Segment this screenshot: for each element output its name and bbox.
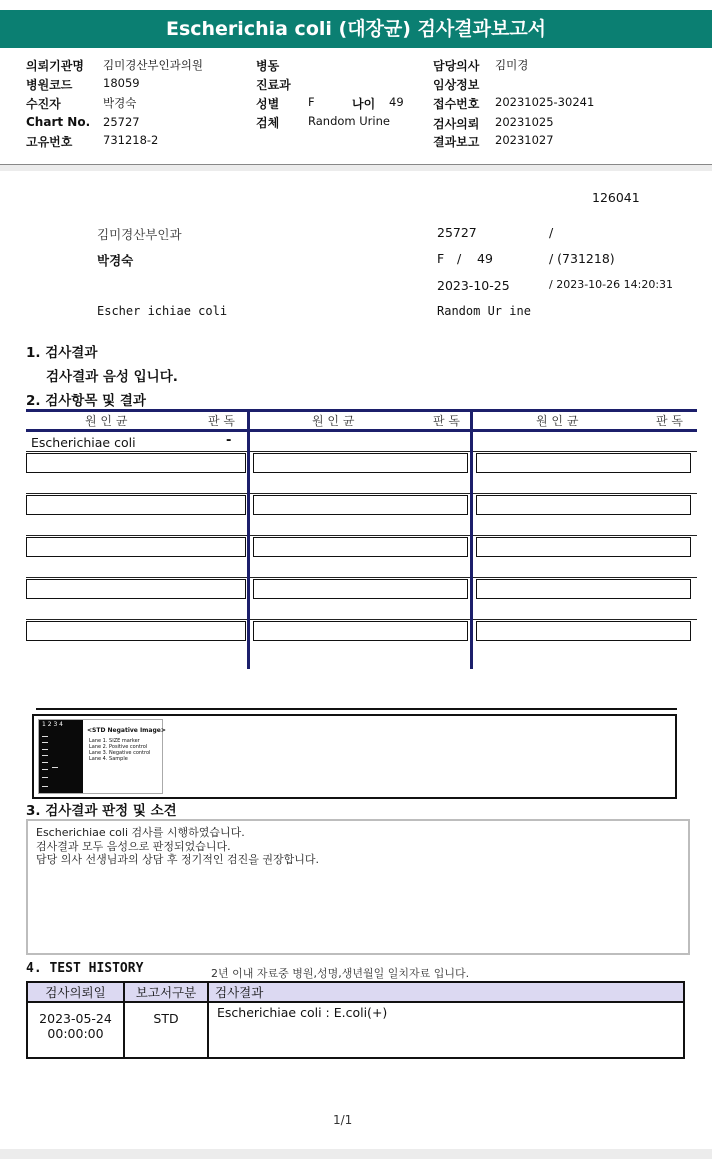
slip-id-code: / (731218): [549, 251, 615, 266]
col-header-judge: 판 독: [208, 414, 235, 428]
unique-id-label: 고유번호: [26, 135, 73, 149]
history-col-date: 검사의뢰일: [27, 982, 124, 1002]
row-line: [26, 451, 247, 452]
gel-legend-line: Lane 3. Negative control: [89, 750, 151, 756]
first-item-result: -: [226, 433, 232, 448]
row-line: [26, 577, 247, 578]
table-row: [27, 1002, 684, 1058]
hospital-name-value: 김미경산부인과의원: [103, 58, 203, 72]
result-field[interactable]: [26, 537, 246, 557]
slip-number: 126041: [592, 190, 640, 205]
result-field[interactable]: [26, 495, 246, 515]
slip-sex: F: [437, 251, 445, 266]
history-col-result: 검사결과: [208, 982, 684, 1002]
report-date-label: 결과보고: [433, 135, 480, 149]
gel-top-rule: [36, 708, 677, 710]
grid-col-divider: [470, 409, 473, 669]
slip-date-request: 2023-10-25: [437, 278, 510, 293]
header-divider-band: [0, 165, 712, 171]
chart-no-value: 25727: [103, 115, 140, 129]
history-note: 2년 이내 자료중 병원,성명,생년월일 일치자료 입니다.: [211, 967, 470, 980]
request-date-value: 20231025: [495, 115, 554, 129]
result-field[interactable]: [26, 579, 246, 599]
row-line: [250, 577, 470, 578]
history-col-type: 보고서구분: [124, 982, 208, 1002]
gel-legend-line: Lane 1. SIZE marker: [89, 738, 140, 744]
sex-value: F: [308, 95, 315, 109]
result-field[interactable]: [476, 579, 691, 599]
row-line: [250, 493, 470, 494]
doctor-value: 김미경: [495, 58, 529, 72]
section4-heading: 4. TEST HISTORY: [26, 961, 144, 976]
grid-header-line: [26, 429, 697, 432]
gel-legend-line: Lane 2. Positive control: [89, 744, 148, 750]
patient-value: 박경숙: [103, 96, 137, 110]
col-header-cause: 원 인 균: [536, 414, 579, 428]
doctor-label: 담당의사: [433, 59, 480, 73]
row-line: [473, 451, 697, 452]
dept-label: 진료과: [256, 78, 291, 92]
row-line: [473, 535, 697, 536]
result-field[interactable]: [253, 495, 468, 515]
chart-no-label: Chart No.: [26, 115, 91, 129]
history-type: STD: [124, 1002, 208, 1058]
section2-heading: 2. 검사항목 및 결과: [26, 393, 146, 409]
result-field[interactable]: [253, 621, 468, 641]
history-time: 00:00:00: [47, 1026, 104, 1041]
slip-test-name: Escher ichiae coli: [97, 304, 228, 318]
result-field[interactable]: [26, 621, 246, 641]
patient-label: 수진자: [26, 97, 61, 111]
row-line: [250, 451, 470, 452]
section1-result: 검사결과 음성 입니다.: [46, 369, 178, 385]
age-label: 나이: [352, 97, 376, 111]
slip-sex-slash: /: [457, 251, 462, 266]
result-field[interactable]: [253, 453, 468, 473]
clinical-info-label: 임상정보: [433, 78, 480, 92]
unique-id-value: 731218-2: [103, 133, 159, 147]
row-line: [26, 493, 247, 494]
opinion-line: Escherichiae coli 검사를 시행하였습니다.: [36, 826, 245, 839]
first-item-name: Escherichiae coli: [31, 435, 136, 450]
opinion-line: 담당 의사 선생님과의 상담 후 정기적인 검진을 권장합니다.: [36, 853, 319, 866]
history-table: [26, 981, 685, 1059]
result-field[interactable]: [476, 495, 691, 515]
report-date-value: 20231027: [495, 133, 554, 147]
gel-lanes-panel: [39, 720, 83, 793]
receipt-no-value: 20231025-30241: [495, 95, 595, 109]
result-field[interactable]: [253, 537, 468, 557]
gel-lane-numbers: 1 2 3 4: [42, 721, 63, 728]
specimen-label: 검체: [256, 116, 280, 130]
row-line: [473, 493, 697, 494]
ward-label: 병동: [256, 59, 280, 73]
col-header-judge: 판 독: [656, 414, 683, 428]
row-line: [250, 535, 470, 536]
hospital-code-value: 18059: [103, 76, 140, 90]
opinion-box: [26, 819, 690, 955]
opinion-text: [36, 826, 319, 867]
result-field[interactable]: [476, 621, 691, 641]
request-date-label: 검사의뢰: [433, 117, 480, 131]
row-line: [250, 619, 470, 620]
row-line: [473, 577, 697, 578]
opinion-line: 검사결과 모두 음성으로 판정되었습니다.: [36, 839, 231, 853]
slip-hospital: 김미경산부인과: [97, 227, 182, 242]
grid-col-divider: [247, 409, 250, 669]
row-line: [26, 619, 247, 620]
history-result: Escherichiae coli : E.coli(+): [208, 1002, 684, 1058]
sex-label: 성별: [256, 97, 280, 111]
slip-age: 49: [477, 251, 493, 266]
slip-slash: /: [549, 225, 554, 240]
slip-date-report: / 2023-10-26 14:20:31: [549, 278, 674, 291]
col-header-judge: 판 독: [433, 414, 460, 428]
history-date: 2023-05-24: [39, 1011, 112, 1026]
gel-image-frame: [32, 714, 677, 799]
gel-legend-line: Lane 4. Sample: [89, 756, 128, 762]
specimen-value: Random Urine: [308, 114, 390, 128]
gel-image: [38, 719, 166, 794]
result-field[interactable]: [253, 579, 468, 599]
page-number: 1/1: [333, 1113, 353, 1127]
hospital-name-label: 의뢰기관명: [26, 59, 84, 73]
slip-chart: 25727: [437, 225, 477, 240]
report-title: Escherichia coli (대장균) 검사결과보고서: [0, 10, 712, 48]
col-header-cause: 원 인 균: [312, 414, 355, 428]
result-field[interactable]: [476, 453, 691, 473]
receipt-no-label: 접수번호: [433, 97, 480, 111]
result-field[interactable]: [476, 537, 691, 557]
hospital-code-label: 병원코드: [26, 78, 73, 92]
section1-heading: 1. 검사결과: [26, 345, 98, 361]
age-value: 49: [389, 95, 404, 109]
slip-patient: 박경숙: [97, 253, 134, 268]
gel-title: <STD Negative Image>: [87, 727, 166, 734]
page-bottom-band: [0, 1149, 712, 1159]
section3-heading: 3. 검사결과 판정 및 소견: [26, 803, 177, 819]
row-line: [473, 619, 697, 620]
history-date-cell: [27, 1002, 124, 1058]
row-line: [26, 535, 247, 536]
result-field[interactable]: [26, 453, 246, 473]
slip-specimen: Random Ur ine: [437, 304, 531, 318]
col-header-cause: 원 인 균: [85, 414, 128, 428]
